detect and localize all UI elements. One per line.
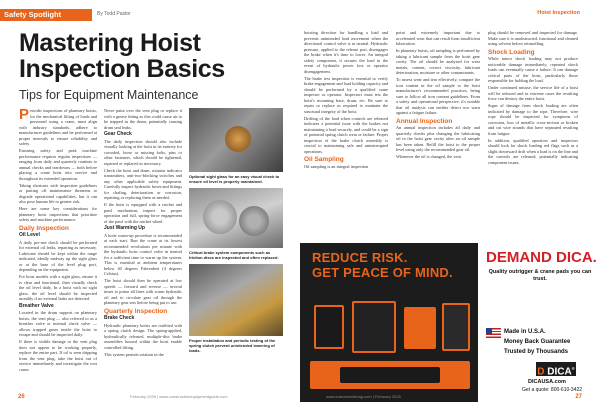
friction-disc-image [203,200,237,234]
paragraph: In addition, qualified operators and inspectors should look for shock loading red flags such as a slight downward drift when a load is on the line and the controls are released, potentially indicating component issues. [488,137,578,165]
paragraph: plug should be removed and inspected for damage. Make sure it is unobstructed, functional and cleaned using solvent before reinstalling. [488,30,578,46]
section-heading: Daily Inspection [19,224,69,232]
paragraph: While minor shock loading may not produce noticeable damage immediately, repeated shock loads can eventually cause a failure. It can damage critical parts of the hoist, particularly those responsible for holding the load. [488,56,578,83]
ad-brand-headline: DEMAND DICA. [486,249,597,266]
column-3 [304,30,388,240]
paragraph: Under continued misuse, the service life of a hoist will be reduced and in extreme cases the resulting force can destroy the entire hoist. [488,85,578,101]
ad-tagline: Quality outrigger & crane pads you can trust. [488,269,592,282]
paragraph: The hoist should then be operated at low speeds — forward and reverse — several times to prime all lines with warm hydraulic oil and to circulate gear oil through the planetary gear sets before being put to use. [104,278,182,305]
ad-point: Trusted by Thousands [504,349,569,355]
paragraph: Oil sampling is an integral inspection [304,163,369,169]
paragraph: Signs of damage from shock loading are often indicated by damage to the rope. Therefore, wire rope should be inspected for symptoms of corrosion, loss of metallic cross-section or broken and cut wire strands that have separated resulting from fatigue. [488,103,578,136]
outrigger-pad-image [352,301,396,353]
paragraph: Hydraulic planetary hoists are outfitted with a spring clutch design. The spring-applied, hydraulically released, multiple-disc brake assemblies housed within the hoist enable controlled lifting. [104,322,182,350]
dica-logo-mark: D [537,366,545,378]
paragraph: Never paint over the vent plug or replace it with a grease fitting as this could cause air to be trapped in the drum, potentially causing drum seal leaks. [104,108,182,130]
crane-pad-image [340,367,440,383]
section-header: Safety Spotlight [4,10,62,19]
section-heading: Annual Inspection [396,117,453,125]
subsection-heading: Oil Level [19,232,40,238]
footer-text: February 2025 | www.constructionequipmentguide.com [130,394,228,399]
usa-flag-icon [486,328,501,338]
paragraph: To assess wear and tear effectively, compare the iron content in the oil sample to the hoist manufacturer's recommended practices, being sure to follow all iron content guidelines. From a safety and operational perspective, it's notable that oil analysis can neither detect nor warn against a fatigue failure. [396,77,480,115]
ad-headline-1: REDUCE RISK. [312,250,408,265]
column-4 [396,30,480,240]
paragraph: This system permits rotation in the [104,351,164,357]
title-line-2: Inspection Basics [19,55,225,83]
photo-caption: Proper installation and periodic testing of the spring clutch prevent unintended lowering of loads. [189,338,276,353]
ad-point: Made in U.S.A. [504,329,546,335]
ad-photo-panel [300,243,478,402]
article-title [19,30,225,82]
paragraph: point and extremely important due to accelerated wear that can result from insufficient lubrication. [396,30,480,46]
paragraph: A hoist warm-up procedure is recommended at each start. Run the crane at its lowest recommended revolutions per minute with the hydraulic hoist control valve in neutral for a sufficient time to warm up the system. This is essential at ambient temperatures below 40 degrees Fahrenheit (4 degrees Celsius). [104,232,182,276]
paragraph: Drifting of the load when controls are released indicates a potential issue with the brakes not maintaining a load securely, and could be a sign of potential spring clutch wear or failure. Proper inspection of the brake clutch assembly is crucial to maintaining safe and uninterrupted operations. [304,115,388,154]
subsection-heading: Breather Valve [19,302,54,309]
photo-caption: Critical brake system components such as friction discs are inspected and often replaced. [189,250,279,260]
page-number: 27 [575,394,582,400]
subsection-heading: Just Warming Up [104,225,145,231]
paragraph: In planetary hoists, oil sampling is performed by taking a lubricant sample from the hoist gear cavity. The oil should be analyzed for wear metals, content, correct viscosity, lubricant deterioration, moisture or other contaminants. [396,48,480,75]
ad-url-link[interactable]: DICAUSA.com [528,379,566,385]
paragraph: The daily inspection should also include visually looking at the hoist in its entirety for corroded, loose or missing bolts, pins or other fasteners, which should be tightened, repaired or replaced as necessary. [104,138,182,166]
ad-point: Money Back Guarantee [504,339,571,345]
ad-text-panel [478,243,600,402]
right-page [300,0,600,402]
section-header-right: Hoist Inspection [537,10,580,16]
paragraph: Check the hoist and drum, rotation indicator transmitters, anti-two-blocking switches and any other applicable safety equipment. Carefully inspect hydraulic hoses and fittings for chafing, deterioration or corrosion, repairing or replacing them as needed. [104,167,182,200]
column-1 [19,108,97,390]
paragraph: Here are some key considerations for planetary hoist inspections that prioritize safety and machine performance: [19,206,97,222]
intro-paragraph: Periodic inspections of planetary hoists, for the mechanical lifting of loads and personnel using a crane, must align with industry standards, adhere to manufacturer guidelines and be performed at proper intervals to ensure reliability and safety. [19,108,97,146]
article-subtitle: Tips for Equipment Maintenance [19,88,199,102]
paragraph: Whenever the oil is changed, the vent [396,154,461,159]
paragraph: hoisting direction for handling a load and prevents unintended load movement when the directional control valve is in neutral. Hydraulic pressure, applied to the release port, disengages the brake when it's time to lower. An integral safety component, it secures the load in the event of hydraulic power loss or operator disengagement. [304,30,388,74]
brake-components-photo [189,188,283,248]
dica-advertisement[interactable] [300,243,600,402]
spring-clutch-photo [189,264,283,336]
paragraph: Taking shortcuts with inspection guidelines or putting off maintenance threatens to degrade operational capabilities, but it can also pose human life to greater risk. [19,182,97,204]
column-2 [104,108,182,390]
column-5 [488,30,578,240]
page-number: 26 [18,394,25,400]
sight-glass-photo [189,108,283,172]
paragraph: The brake test inspection is essential to verify brake engagement and load holding capacity and should be performed by a qualified crane inspector or operator. Inspectors must test the hoist's mounting base, drum, etc. Be sure to repair or replace as required to maintain the structural integrity of the hoist. [304,75,388,114]
drop-cap: P [19,108,30,123]
paragraph: A daily pre-use check should be performed for external oil leaks, repairing as necessary. Lubricant should be kept within the range indicated, ideally midway up the sight glass or at the base of the level plug port, depending on the equipment. [19,239,97,272]
subsection-heading: Brake Check [104,315,135,321]
paragraph: An annual inspection includes all daily and quarterly checks plus changing the lubricating oil in the hoist gear cavity after an oil sample has been taken. Refill the hoist to the proper level using only the recommended gear oil. [396,125,480,152]
dica-logo: D DICA® [536,362,576,376]
subsection-heading: Gear Check [104,131,132,137]
paragraph: If the hoist is equipped with a ratchet and pawl mechanism, inspect for proper operation and full, spring-force engagement of the pawl with the ratchet wheel. [104,202,182,224]
ad-headline-2: GET PEACE OF MIND. [312,265,453,280]
outrigger-pad-image [404,307,436,349]
outrigger-pad-image [442,303,470,351]
photo-caption: Optional sight glass for an easy visual check to ensure oil level is properly maintained. [189,174,280,184]
footer-text: www.craneworldmag.com | February 2025 [326,394,401,399]
sight-glass-image [225,126,251,152]
registered-mark: ® [571,366,575,371]
title-line-1: Mastering Hoist [19,29,201,57]
section-heading: Quarterly Inspection [104,307,168,315]
ad-phone[interactable]: Get a quote: 800-610-3422 [522,387,583,393]
paragraph: For hoist models with a sight glass, ensure it is clear and functional, then visually check the oil level daily. In a hoist with no sight glass, the oil level should be inspected monthly if no external leaks are detected. [19,274,97,301]
section-heading: Shock Loading [488,48,535,56]
byline: By Todd Pastor [97,11,131,17]
paragraph: If there is visible damage or the vent plug does not appear to be working properly, replace the entire part. If oil is seen dripping from the vent plug, take the hoist out of service immediately and investigate the root cause. [19,339,97,372]
paragraph: Located in the drum support on planetary hoists, the vent plug — also referred to as a breather valve or internal check valve — allows trapped gases inside the hoist to escape and should be inspected daily. [19,310,97,337]
paragraph: Ensuring safety and peak machine performance requires regular inspections — ranging from daily and quarterly routines to annual checks and teardowns — both before placing a crane hoist into service and throughout its extended operation. [19,148,97,181]
section-heading: Oil Sampling [304,156,344,163]
outrigger-pad-image [314,305,344,349]
friction-disc-image [239,206,269,236]
